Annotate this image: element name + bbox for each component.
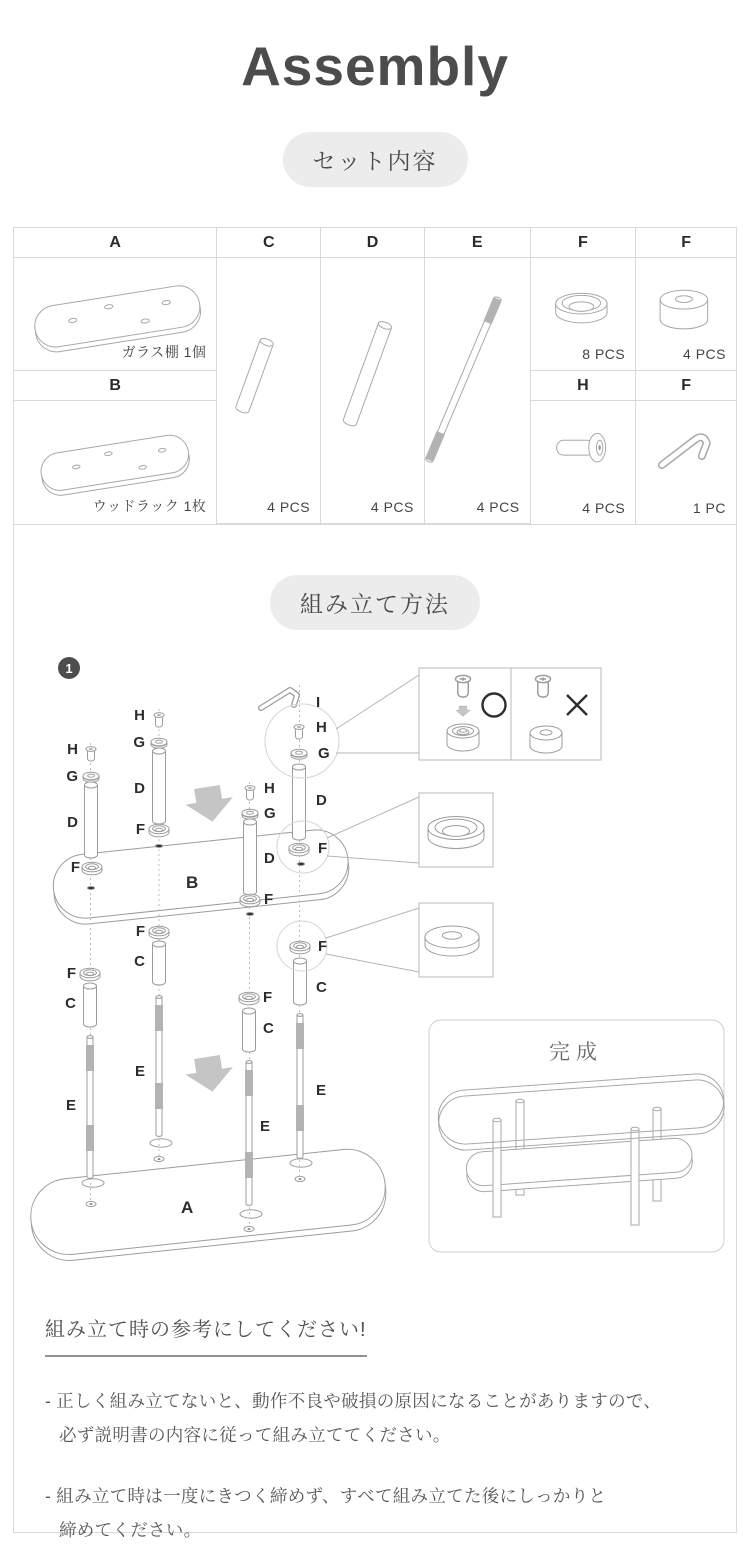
set-contents-badge: セット内容 (283, 132, 468, 187)
part-header-b: B (14, 371, 217, 401)
part-caption: 4 PCS (683, 346, 726, 362)
leg-stack-lower-4 (290, 938, 327, 1158)
detail-callouts (265, 675, 419, 972)
completed-preview-box (429, 1020, 726, 1252)
svg-text:D: D (67, 814, 78, 831)
part-cell-threaded-rod (425, 258, 531, 524)
assembly-method-badge: 組み立て方法 (270, 575, 480, 630)
detail-box-correct-wrong (419, 668, 601, 760)
svg-text:G: G (318, 745, 330, 762)
svg-text:E: E (260, 1118, 271, 1135)
note-item (45, 1384, 698, 1452)
svg-text:E: E (134, 1063, 145, 1080)
assembly-method-section (13, 525, 737, 1541)
svg-text:F: F (263, 989, 273, 1006)
completed-title: 完成 (549, 1041, 603, 1064)
svg-text:F: F (318, 938, 328, 955)
alignment-guides (91, 685, 300, 1227)
svg-text:F: F (135, 821, 145, 838)
part-cell-round-spacer (636, 258, 736, 371)
svg-text:D: D (316, 792, 327, 809)
svg-text:I: I (316, 694, 321, 711)
svg-text:C: C (134, 953, 145, 970)
part-header-d: D (321, 228, 425, 258)
down-arrow-icon (183, 1053, 236, 1095)
part-cell-long-tube (321, 258, 425, 524)
note-line: 必ず説明書の内容に従って組み立ててください。 (59, 1425, 451, 1446)
svg-text:C: C (316, 979, 327, 996)
svg-text:F: F (264, 891, 274, 908)
part-header-f-washer: F (531, 228, 637, 258)
svg-text:C: C (65, 995, 76, 1012)
down-arrow-icon (183, 783, 236, 825)
part-header-f-hexkey: F (636, 371, 736, 401)
svg-text:G: G (264, 805, 276, 822)
part-header-h: H (531, 371, 637, 401)
notes-heading: 組み立て時の参考にしてください! (45, 1313, 367, 1357)
part-header-a: A (14, 228, 217, 258)
threaded-rod-illustration (425, 258, 530, 523)
part-caption: 4 PCS (370, 499, 414, 515)
svg-text:D: D (134, 780, 145, 797)
parts-table (13, 227, 737, 525)
part-cell-wood-rack (14, 401, 217, 524)
assembly-diagram (14, 645, 736, 1275)
svg-text:E: E (65, 1097, 76, 1114)
part-cell-hex-key (636, 401, 736, 524)
page-title: Assembly (241, 35, 509, 97)
svg-text:G: G (66, 768, 78, 785)
svg-text:E: E (316, 1082, 327, 1099)
part-header-f-spacer: F (636, 228, 736, 258)
svg-text:H: H (134, 707, 145, 724)
svg-text:F: F (66, 965, 76, 982)
svg-text:D: D (264, 850, 275, 867)
board-b-label: B (186, 873, 199, 892)
part-caption: ガラス棚 1個 (121, 344, 207, 360)
detail-box-cup-washer (419, 793, 493, 867)
svg-text:F: F (70, 859, 80, 876)
part-cell-bolt (531, 401, 637, 524)
leg-stack-upper-2 (133, 707, 169, 848)
part-cell-short-tube (217, 258, 321, 524)
svg-text:H: H (316, 719, 327, 736)
svg-text:G: G (133, 734, 145, 751)
step-number: 1 (65, 661, 73, 676)
svg-text:F: F (135, 923, 145, 940)
part-caption: 4 PCS (476, 499, 520, 515)
note-item (45, 1479, 698, 1547)
svg-text:C: C (263, 1020, 274, 1037)
note-line: - 組み立て時は一度にきつく締めず、すべて組み立てた後にしっかりと (45, 1486, 607, 1507)
part-caption: ウッドラック 1枚 (92, 498, 207, 514)
step-1-badge (58, 657, 80, 679)
leg-stack-upper-1 (66, 741, 102, 890)
svg-text:H: H (264, 780, 275, 797)
part-cell-glass-shelf (14, 258, 217, 371)
note-line: 締めてください。 (59, 1520, 202, 1541)
part-caption: 1 PC (692, 500, 726, 516)
part-cell-cup-washer (531, 258, 637, 371)
part-caption: 4 PCS (267, 499, 311, 515)
short-tube-illustration (217, 258, 320, 523)
svg-text:F: F (318, 840, 328, 857)
part-caption: 8 PCS (582, 346, 626, 362)
board-a-label: A (181, 1198, 194, 1217)
part-header-c: C (217, 228, 321, 258)
part-caption: 4 PCS (582, 500, 626, 516)
board-a (27, 1145, 390, 1264)
part-header-e: E (425, 228, 531, 258)
detail-box-flat-washer (419, 903, 493, 977)
leg-stack-lower-2 (134, 923, 169, 1136)
notes-section (45, 1313, 698, 1548)
long-tube-illustration (321, 258, 424, 523)
note-line: - 正しく組み立てないと、動作不良や破損の原因になることがありますので、 (45, 1391, 662, 1411)
svg-text:H: H (67, 741, 78, 758)
leg-stack-lower-1 (65, 965, 100, 1178)
